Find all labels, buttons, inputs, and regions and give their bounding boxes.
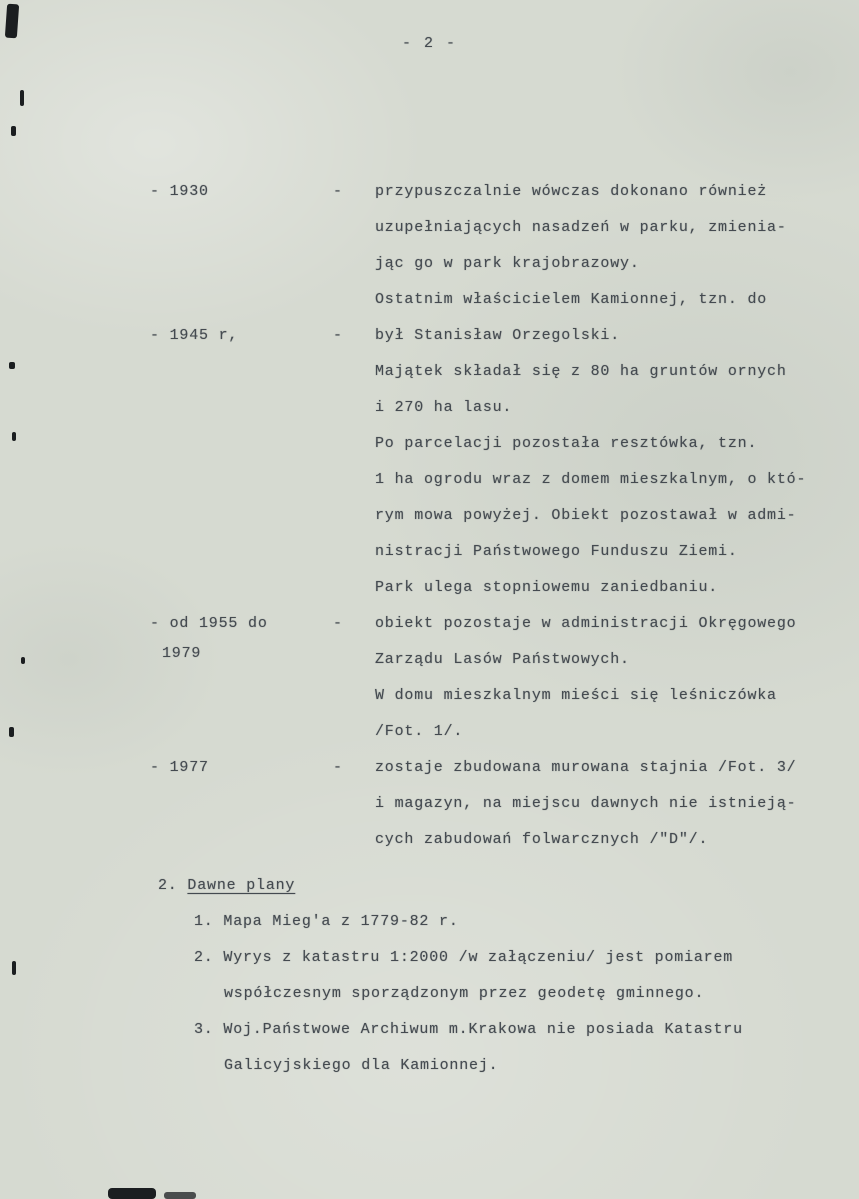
entry-body [375,750,819,858]
text-line: /Fot. 1/. [375,723,464,740]
text-line: Park ulega stopniowemu zaniedbaniu. [375,579,719,596]
entry-body [375,174,819,318]
ink-smudge [9,362,15,369]
entry-date [150,606,333,666]
entry-body [375,606,819,750]
entry-date [150,750,333,786]
timeline-entry-1945 [150,318,819,606]
text-line: Majątek składał się z 80 ha gruntów ornych [375,363,787,380]
section-title: Dawne plany [187,877,296,894]
entry-body [375,318,819,606]
text-line: zostaje zbudowana murowana stajnia /Fot. 3/ [375,759,797,776]
text-line: 2. Wyrys z katastru 1:2000 /w załączeniu/ jest pomiarem [194,949,734,966]
ink-smudge [9,727,14,737]
ink-smudge [21,657,25,664]
text-line: cych zabudowań folwarcznych /"D"/. [375,831,709,848]
ink-smudge [20,90,24,106]
text-line: obiekt pozostaje w administracji Okręgowego [375,615,797,632]
text-line: współczesnym sporządzonym przez geodetę gminnego. [224,985,705,1002]
text-line: 1. Mapa Mieg'a z 1779-82 r. [194,913,459,930]
text-line: przypuszczalnie wówczas dokonano również [375,183,768,200]
text-line: rym mowa powyżej. Obiekt pozostawał w admi- [375,507,797,524]
timeline-entry-1930 [150,174,819,318]
text-line: uzupełniających nasadzeń w parku, zmienia- [375,219,787,236]
date-line: 1979 [162,645,202,662]
text-line: i 270 ha lasu. [375,399,513,416]
text-line: Ostatnim właścicielem Kamionnej, tzn. do [375,291,768,308]
text-line: Zarządu Lasów Państwowych. [375,651,630,668]
timeline-list [150,174,819,858]
list-item [194,940,819,1012]
date-line: - 1945 r, [150,327,239,344]
ink-smudge [12,432,16,441]
list-item [194,1012,819,1084]
entry-dash: - [333,759,343,776]
entry-dash: - [333,615,343,632]
text-line: nistracji Państwowego Funduszu Ziemi. [375,543,738,560]
ink-smudge [108,1188,156,1199]
date-line: - od 1955 do [150,615,268,632]
section-dawne-plany [158,868,819,1084]
entry-date [150,174,333,210]
page-number: - 2 - [401,35,457,52]
entry-date [150,318,333,354]
text-line: 3. Woj.Państwowe Archiwum m.Krakowa nie posiada Katastru [194,1021,743,1038]
list-item [194,904,819,940]
section-heading [158,868,819,904]
entry-dash: - [333,183,343,200]
ink-smudge [164,1192,196,1199]
text-line: był Stanisław Orzegolski. [375,327,621,344]
timeline-entry-1977 [150,750,819,858]
date-line: - 1930 [150,183,209,200]
text-line: i magazyn, na miejscu dawnych nie istnieją- [375,795,797,812]
section-items [194,904,819,1084]
timeline-entry-1955-1979 [150,606,819,750]
ink-smudge [11,126,16,136]
entry-dash: - [333,327,343,344]
text-line: Po parcelacji pozostała resztówka, tzn. [375,435,758,452]
text-line: Galicyjskiego dla Kamionnej. [224,1057,499,1074]
text-line: W domu mieszkalnym mieści się leśniczówka [375,687,777,704]
text-line: 1 ha ogrodu wraz z domem mieszkalnym, o któ- [375,471,807,488]
text-line: jąc go w park krajobrazowy. [375,255,640,272]
ink-smudge [12,961,16,975]
date-line: - 1977 [150,759,209,776]
section-number: 2. [158,877,178,894]
